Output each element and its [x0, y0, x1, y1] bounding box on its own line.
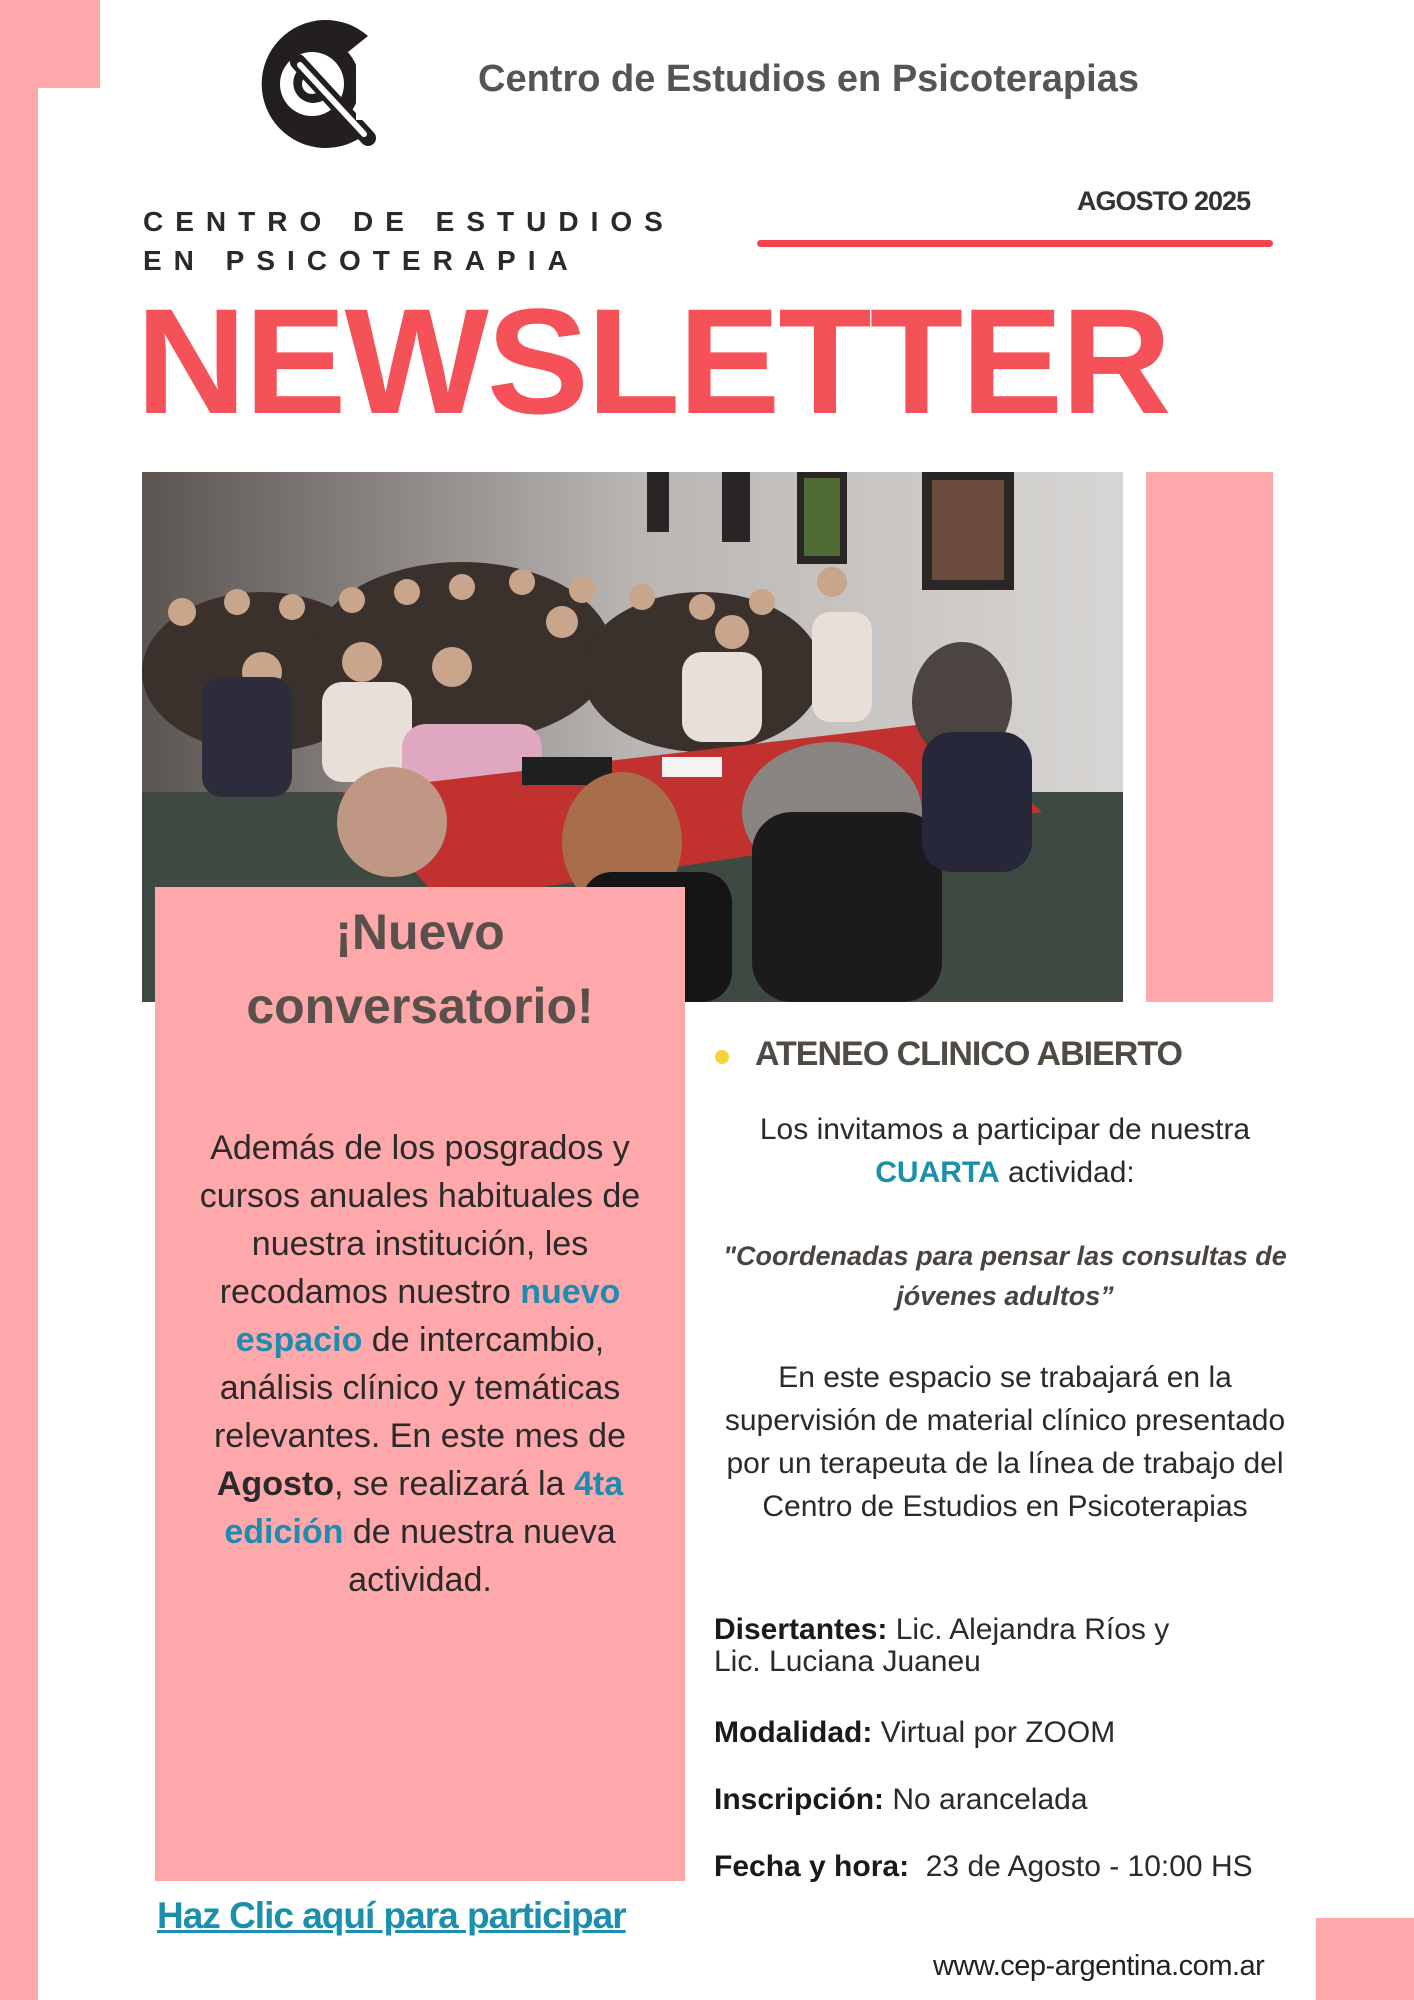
website-link[interactable]: www.cep-argentina.com.ar: [933, 1950, 1265, 1982]
org-name-line1: CENTRO DE ESTUDIOS: [143, 206, 675, 237]
newsletter-title: NEWSLETTER: [136, 277, 1170, 445]
top-left-decor-block: [0, 0, 100, 88]
mode-info: Modalidad: Virtual por ZOOM: [714, 1716, 1116, 1749]
nuevo-conversatorio-text: Además de los posgrados y cursos anuales habituales de nuestra institución, les recodamos nuestro nuevo espacio de intercambio, análisis clínico y temáticas relevantes. En este mes de Agosto, se realizará la 4ta edición de nuestra nueva actividad.: [199, 1129, 641, 1599]
bottom-right-decor-block: [1316, 1918, 1414, 2000]
ateneo-quote: "Coordenadas para pensar las consultas de jóvenes adultos”: [723, 1241, 1287, 1311]
header-rule: [757, 240, 1273, 247]
ateneo-invite: Los invitamos a participar de nuestra CUARTA actividad:: [759, 1113, 1251, 1189]
highlight-agosto: Agosto: [216, 1465, 334, 1503]
highlight-cuarta: CUARTA: [875, 1156, 1000, 1189]
right-decor-bar: [1146, 472, 1273, 1002]
brand-name: Centro de Estudios en Psicoterapias: [478, 58, 1139, 100]
speakers-info: Disertantes: Lic. Alejandra Ríos y Lic. Luciana Juaneu: [714, 1613, 1170, 1678]
datetime-info: Fecha y hora: 23 de Agosto - 10:00 HS: [714, 1850, 1253, 1883]
nuevo-conversatorio-title: ¡Nuevo conversatorio!: [246, 904, 594, 1034]
ateneo-description: En este espacio se trabajará en la supervisión de material clínico presentado por un terapeuta de la línea de trabajo del Centro de Estudios en Psicoterapias: [724, 1361, 1286, 1523]
org-name-line2: EN PSICOTERAPIA: [143, 245, 580, 276]
cep-logo-icon: [240, 12, 384, 156]
highlight-edicion: 4ta edición: [224, 1465, 624, 1551]
bullet-dot-icon: [715, 1050, 729, 1064]
highlight-nuevo-espacio: nuevo espacio: [235, 1273, 621, 1359]
ateneo-title: ATENEO CLINICO ABIERTO: [755, 1035, 1182, 1073]
fee-info: Inscripción: No arancelada: [714, 1783, 1088, 1816]
participate-link[interactable]: Haz Clic aquí para participar: [157, 1895, 626, 1936]
issue-date: AGOSTO 2025: [1077, 186, 1251, 216]
left-decor-strip: [0, 0, 38, 2000]
